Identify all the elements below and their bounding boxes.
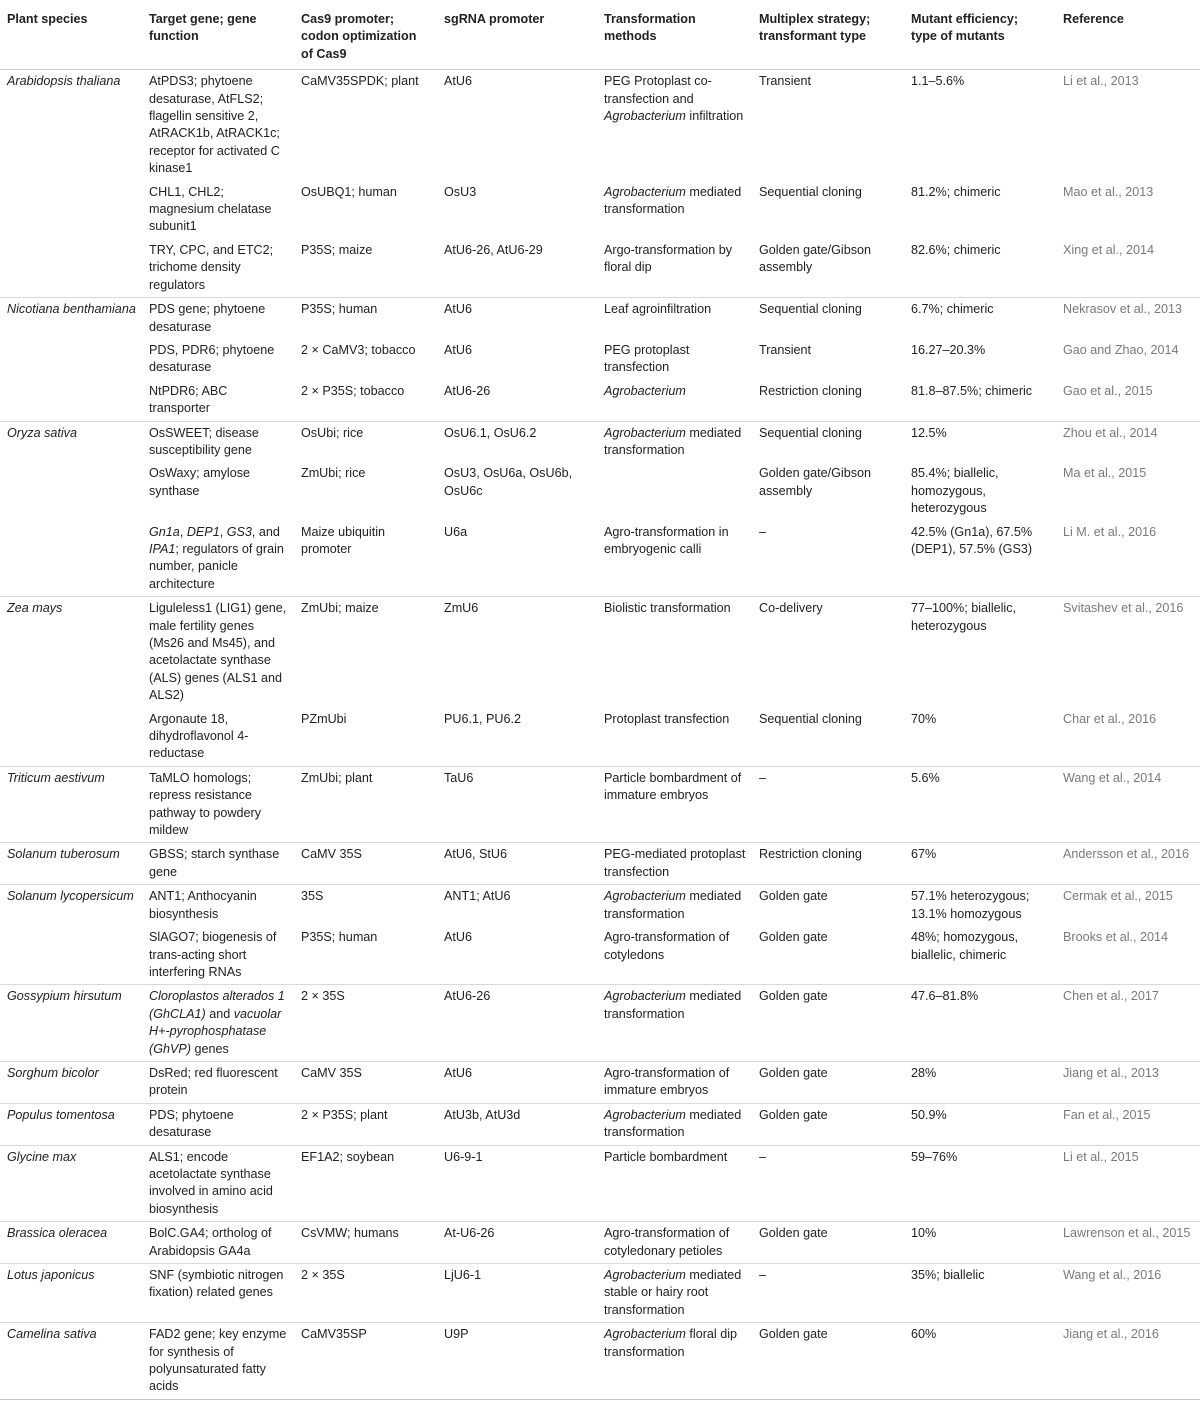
gene-name: vacuolar H+-pyrophosphatase (GhVP) <box>149 1006 282 1056</box>
cell-multiplex: Golden gate <box>752 885 904 926</box>
method-text: infiltration <box>685 109 744 124</box>
cell-reference: Fan et al., 2015 <box>1056 1103 1200 1145</box>
cell-species: Nicotiana benthamiana <box>0 298 142 339</box>
cell-target: NtPDR6; ABC transporter <box>149 383 228 416</box>
cell-method <box>597 885 752 926</box>
table-row <box>0 843 1200 885</box>
cell-multiplex: Golden gate <box>752 985 904 1062</box>
cell-method <box>597 597 752 708</box>
cell-method <box>597 1103 752 1145</box>
cell-species <box>0 521 142 597</box>
cell-target: OsWaxy; amylose synthase <box>149 466 251 498</box>
cell-species <box>0 462 142 520</box>
cell-species <box>0 239 142 298</box>
cell-method <box>597 843 752 885</box>
cell-reference: Nekrasov et al., 2013 <box>1056 298 1200 339</box>
cell-efficiency: 6.7%; chimeric <box>904 298 1056 339</box>
cell-efficiency: 42.5% (Gn1a), 67.5% (DEP1), 57.5% (GS3) <box>911 524 1033 556</box>
cell-efficiency: 48%; homozygous, biallelic, chimeric <box>911 930 1019 962</box>
table-row <box>0 462 1200 520</box>
cell-target: CHL1, CHL2; magnesium chelatase subunit1 <box>149 184 272 234</box>
cell-sgrna: AtU6, StU6 <box>437 843 597 885</box>
table-row <box>0 985 1200 1062</box>
cell-target: DsRed; red fluorescent protein <box>142 1061 294 1103</box>
cell-multiplex: Co-delivery <box>752 597 904 708</box>
method-text: mediated transformation <box>604 989 742 1021</box>
cell-method <box>597 985 752 1062</box>
cell-method <box>597 1145 752 1222</box>
cell-efficiency: 57.1% heterozygous; 13.1% homozygous <box>904 885 1056 926</box>
cell-cas9: CaMV 35S <box>294 843 437 885</box>
method-text: Agro-transformation of cotyledonary petioles <box>604 1226 730 1258</box>
cell-multiplex: Restriction cloning <box>759 383 862 398</box>
cell-species: Triticum aestivum <box>0 766 142 843</box>
cell-target: GBSS; starch synthase gene <box>142 843 294 885</box>
cell-sgrna: U6a <box>444 524 468 539</box>
cell-method <box>597 239 752 298</box>
cell-cas9: 2 × 35S <box>294 985 437 1062</box>
cell-cas9: OsUBQ1; human <box>301 184 397 199</box>
cell-sgrna: AtU6 <box>437 298 597 339</box>
cell-sgrna: AtU6 <box>444 930 472 945</box>
cell-sgrna: AtU6-26 <box>437 985 597 1062</box>
cell-cas9: CsVMW; humans <box>294 1222 437 1264</box>
table-row <box>0 885 1200 926</box>
cell-efficiency: 67% <box>904 843 1056 885</box>
method-italic: Agrobacterium <box>604 1327 686 1342</box>
cell-efficiency: 81.8–87.5%; chimeric <box>911 383 1033 398</box>
cell-efficiency: 60% <box>904 1323 1056 1400</box>
cell-species <box>0 380 142 421</box>
cell-reference: Gao et al., 2015 <box>1063 383 1153 398</box>
cell-sgrna: U6-9-1 <box>437 1145 597 1222</box>
cell-efficiency: 28% <box>904 1061 1056 1103</box>
table-row <box>0 708 1200 767</box>
table-row <box>0 926 1200 985</box>
table-row <box>0 766 1200 843</box>
cell-sgrna: OsU6.1, OsU6.2 <box>437 421 597 462</box>
cell-method <box>597 1061 752 1103</box>
cell-reference: Chen et al., 2017 <box>1056 985 1200 1062</box>
table-row <box>0 521 1200 597</box>
cell-reference: Xing et al., 2014 <box>1063 242 1155 257</box>
table-row <box>0 1264 1200 1323</box>
cell-sgrna: At-U6-26 <box>437 1222 597 1264</box>
cell-cas9: CaMV35SPDK; plant <box>301 74 419 89</box>
cell-reference: Wang et al., 2016 <box>1056 1264 1200 1323</box>
cell-reference: Li et al., 2013 <box>1063 74 1139 89</box>
cell-multiplex: – <box>759 524 767 539</box>
cell-sgrna: AtU6 <box>437 1061 597 1103</box>
cell-reference: Ma et al., 2015 <box>1063 466 1147 481</box>
method-italic: Agrobacterium <box>604 889 686 904</box>
cell-cas9: PZmUbi <box>301 711 347 726</box>
cell-cas9: 35S <box>294 885 437 926</box>
table-row <box>0 339 1200 380</box>
method-text: mediated transformation <box>604 889 742 921</box>
cell-species <box>0 181 142 239</box>
method-italic: Agrobacterium <box>604 184 686 199</box>
cell-target: SNF (symbiotic nitrogen fixation) related genes <box>142 1264 294 1323</box>
gene-name: GS3 <box>226 524 252 539</box>
cell-species: Sorghum bicolor <box>0 1061 142 1103</box>
cell-method <box>597 70 752 181</box>
method-italic: Agrobacterium <box>604 1107 686 1122</box>
cell-reference: Jiang et al., 2013 <box>1056 1061 1200 1103</box>
method-text: PEG-mediated protoplast transfection <box>604 847 746 879</box>
cell-target <box>142 985 294 1062</box>
header-method: Transformation methods <box>597 0 752 70</box>
cell-efficiency: 16.27–20.3% <box>911 342 986 357</box>
method-italic: Agrobacterium <box>604 425 686 440</box>
cell-target: FAD2 gene; key enzyme for synthesis of polyunsaturated fatty acids <box>142 1323 294 1400</box>
method-italic: Agrobacterium <box>604 1268 686 1282</box>
cell-multiplex: Sequential cloning <box>752 298 904 339</box>
cell-multiplex: Sequential cloning <box>752 421 904 462</box>
table-row <box>0 597 1200 708</box>
target-text: , <box>219 524 227 539</box>
cell-efficiency: 81.2%; chimeric <box>911 184 1001 199</box>
cell-efficiency: 85.4%; biallelic, homozygous, heterozygous <box>911 466 999 516</box>
gene-name: Cloroplastos alterados 1 (GhCLA1) <box>149 989 285 1021</box>
cell-cas9: OsUbi; rice <box>294 421 437 462</box>
cell-cas9: CaMV 35S <box>294 1061 437 1103</box>
cell-species: Camelina sativa <box>0 1323 142 1400</box>
method-text: PEG protoplast transfection <box>604 342 690 375</box>
header-row <box>0 0 1200 70</box>
cell-target <box>142 521 294 597</box>
cell-sgrna: ZmU6 <box>437 597 597 708</box>
cell-reference: Brooks et al., 2014 <box>1063 930 1169 945</box>
cell-efficiency: 10% <box>904 1222 1056 1264</box>
header-multiplex: Multiplex strategy; transformant type <box>752 0 904 70</box>
cell-multiplex: Sequential cloning <box>759 184 862 199</box>
method-text: Agro-transformation in embryogenic calli <box>604 524 729 556</box>
cell-multiplex: Golden gate <box>752 1103 904 1145</box>
method-text: mediated transformation <box>604 1107 742 1140</box>
table-row <box>0 70 1200 181</box>
cell-target: AtPDS3; phytoene desaturase, AtFLS2; flagellin sensitive 2, AtRACK1b, AtRACK1c; receptor for activated C kinase1 <box>149 74 280 176</box>
table-row <box>0 421 1200 462</box>
cell-sgrna: OsU3 <box>444 184 477 199</box>
cell-multiplex: – <box>752 1145 904 1222</box>
method-text: mediated stable or hairy root transformation <box>604 1268 742 1317</box>
cell-species: Lotus japonicus <box>0 1264 142 1323</box>
cell-cas9: 2 × CaMV3; tobacco <box>301 342 416 357</box>
cell-species <box>0 708 142 767</box>
cell-efficiency: 82.6%; chimeric <box>911 242 1001 257</box>
cell-method <box>597 462 752 520</box>
cell-multiplex: Sequential cloning <box>759 711 862 726</box>
cell-reference: Zhou et al., 2014 <box>1056 421 1200 462</box>
table-row <box>0 1145 1200 1222</box>
cell-reference: Jiang et al., 2016 <box>1056 1323 1200 1400</box>
cell-efficiency: 12.5% <box>904 421 1056 462</box>
cell-target: SlAGO7; biogenesis of trans-acting short interfering RNAs <box>149 930 277 979</box>
target-text: ; regulators of grain number, panicle architecture <box>149 541 284 591</box>
cell-species: Solanum tuberosum <box>0 843 142 885</box>
cell-target: ANT1; Anthocyanin biosynthesis <box>142 885 294 926</box>
cell-species: Solanum lycopersicum <box>0 885 142 926</box>
method-text: Agro-transformation of immature embryos <box>604 1065 730 1098</box>
table-row <box>0 1323 1200 1400</box>
cell-reference: Cermak et al., 2015 <box>1056 885 1200 926</box>
cell-sgrna: AtU6-26 <box>444 383 491 398</box>
method-text: Biolistic transformation <box>604 601 731 616</box>
cell-sgrna: LjU6-1 <box>437 1264 597 1323</box>
method-text: mediated transformation <box>604 184 742 217</box>
cell-sgrna: AtU6 <box>444 342 472 357</box>
cell-reference: Wang et al., 2014 <box>1056 766 1200 843</box>
method-italic: Agrobacterium <box>604 383 686 398</box>
header-sgrna: sgRNA promoter <box>437 0 597 70</box>
cell-cas9: 2 × 35S <box>294 1264 437 1323</box>
cell-species: Oryza sativa <box>0 421 142 462</box>
cell-method <box>597 708 752 767</box>
cell-cas9: Maize ubiquitin promoter <box>301 524 386 556</box>
cell-method <box>597 181 752 239</box>
cell-sgrna: AtU6-26, AtU6-29 <box>444 242 543 257</box>
cell-reference: Li et al., 2015 <box>1056 1145 1200 1222</box>
cell-efficiency: 47.6–81.8% <box>904 985 1056 1062</box>
cell-multiplex: Golden gate/Gibson assembly <box>759 466 872 498</box>
header-efficiency: Mutant efficiency; type of mutants <box>904 0 1056 70</box>
cell-efficiency: 5.6% <box>904 766 1056 843</box>
cell-method <box>597 339 752 380</box>
target-text: , <box>179 524 187 539</box>
cell-multiplex: – <box>752 766 904 843</box>
cell-reference: Svitashev et al., 2016 <box>1056 597 1200 708</box>
target-text: , and <box>251 524 280 539</box>
header-species: Plant species <box>0 0 142 70</box>
cell-multiplex: – <box>752 1264 904 1323</box>
cell-cas9: ZmUbi; maize <box>294 597 437 708</box>
method-text: Argo-transformation by floral dip <box>604 242 733 275</box>
cell-cas9: 2 × P35S; tobacco <box>301 383 405 398</box>
method-text: PEG Protoplast co-transfection and <box>604 74 712 106</box>
cell-multiplex: Restriction cloning <box>752 843 904 885</box>
cell-species <box>0 339 142 380</box>
cell-multiplex: Golden gate <box>752 1323 904 1400</box>
cell-target: PDS; phytoene desaturase <box>142 1103 294 1145</box>
cell-efficiency: 1.1–5.6% <box>911 74 965 89</box>
method-text: mediated transformation <box>604 425 742 457</box>
cell-target: Liguleless1 (LIG1) gene, male fertility genes (Ms26 and Ms45), and acetolactate synthase (ALS) genes (ALS1 and ALS2) <box>142 597 294 708</box>
cell-method <box>597 926 752 985</box>
cell-sgrna: PU6.1, PU6.2 <box>444 711 522 726</box>
cell-efficiency: 59–76% <box>904 1145 1056 1222</box>
cell-sgrna: AtU3b, AtU3d <box>437 1103 597 1145</box>
cell-cas9: P35S; human <box>301 930 378 945</box>
cell-multiplex: Golden gate/Gibson assembly <box>759 242 872 275</box>
cell-reference: Lawrenson et al., 2015 <box>1056 1222 1200 1264</box>
cell-efficiency: 77–100%; biallelic, heterozygous <box>904 597 1056 708</box>
cell-method <box>597 380 752 421</box>
table-row <box>0 1222 1200 1264</box>
table-body <box>0 70 1200 1400</box>
cell-target: PDS gene; phytoene desaturase <box>142 298 294 339</box>
cell-multiplex: Golden gate <box>752 1222 904 1264</box>
cell-reference: Mao et al., 2013 <box>1063 184 1154 199</box>
cell-method <box>597 1264 752 1323</box>
cell-method <box>597 421 752 462</box>
cell-target: OsSWEET; disease susceptibility gene <box>142 421 294 462</box>
cell-reference: Gao and Zhao, 2014 <box>1063 342 1179 357</box>
method-text: floral dip transformation <box>604 1327 738 1359</box>
method-text: Particle bombardment of immature embryos <box>604 770 742 803</box>
cell-sgrna: OsU3, OsU6a, OsU6b, OsU6c <box>444 466 573 498</box>
table-row <box>0 298 1200 339</box>
method-italic: Agrobacterium <box>604 989 686 1004</box>
cell-method <box>597 1222 752 1264</box>
table-row <box>0 380 1200 421</box>
cell-multiplex: Golden gate <box>752 1061 904 1103</box>
cell-efficiency: 50.9% <box>904 1103 1056 1145</box>
cell-efficiency: 70% <box>911 711 937 726</box>
table-row <box>0 239 1200 298</box>
cell-cas9: ZmUbi; plant <box>294 766 437 843</box>
cell-sgrna: TaU6 <box>437 766 597 843</box>
target-text: genes <box>191 1041 229 1056</box>
cell-reference: Li M. et al., 2016 <box>1063 524 1157 539</box>
cell-cas9: 2 × P35S; plant <box>294 1103 437 1145</box>
cell-reference: Char et al., 2016 <box>1063 711 1157 726</box>
cell-cas9: P35S; maize <box>301 242 373 257</box>
header-cas9: Cas9 promoter; codon optimization of Cas9 <box>294 0 437 70</box>
cell-method <box>597 521 752 597</box>
method-text: Protoplast transfection <box>604 711 730 726</box>
cell-reference: Andersson et al., 2016 <box>1056 843 1200 885</box>
cell-species: Zea mays <box>0 597 142 708</box>
table-row <box>0 1061 1200 1103</box>
cell-cas9: P35S; human <box>294 298 437 339</box>
cell-sgrna: U9P <box>437 1323 597 1400</box>
cell-species: Arabidopsis thaliana <box>7 74 121 89</box>
method-text: Particle bombardment <box>604 1149 728 1164</box>
cell-efficiency: 35%; biallelic <box>904 1264 1056 1323</box>
cell-sgrna: ANT1; AtU6 <box>437 885 597 926</box>
cell-cas9: CaMV35SP <box>294 1323 437 1400</box>
cell-cas9: EF1A2; soybean <box>294 1145 437 1222</box>
gene-name: Gn1a <box>149 524 180 539</box>
header-reference: Reference <box>1056 0 1200 70</box>
cell-target: BolC.GA4; ortholog of Arabidopsis GA4a <box>142 1222 294 1264</box>
gene-name: IPA1 <box>149 541 176 556</box>
header-target: Target gene; gene function <box>142 0 294 70</box>
cell-species <box>0 926 142 985</box>
cell-species: Glycine max <box>0 1145 142 1222</box>
cell-sgrna: AtU6 <box>444 74 472 89</box>
cell-species: Gossypium hirsutum <box>0 985 142 1062</box>
cell-method <box>597 1323 752 1400</box>
cell-multiplex: Transient <box>759 342 812 357</box>
cell-multiplex: Golden gate <box>759 930 828 945</box>
cell-method <box>597 766 752 843</box>
table-row <box>0 1103 1200 1145</box>
method-text: Leaf agroinfiltration <box>604 302 712 317</box>
cell-species: Brassica oleracea <box>0 1222 142 1264</box>
method-text: Agro-transformation of cotyledons <box>604 930 730 962</box>
cell-target: ALS1; encode acetolactate synthase involved in amino acid biosynthesis <box>142 1145 294 1222</box>
cell-multiplex: Transient <box>759 74 812 89</box>
gene-name: DEP1 <box>186 524 220 539</box>
cell-method <box>597 298 752 339</box>
cell-species: Populus tomentosa <box>0 1103 142 1145</box>
cell-target: PDS, PDR6; phytoene desaturase <box>149 342 275 375</box>
table-row <box>0 181 1200 239</box>
cell-target: Argonaute 18, dihydroflavonol 4-reductase <box>149 711 249 761</box>
cell-target: TaMLO homologs; repress resistance pathway to powdery mildew <box>142 766 294 843</box>
cell-target: TRY, CPC, and ETC2; trichome density regulators <box>149 242 274 292</box>
target-text: and <box>205 1006 234 1021</box>
cell-cas9: ZmUbi; rice <box>301 466 366 481</box>
method-italic: Agrobacterium <box>604 109 686 124</box>
